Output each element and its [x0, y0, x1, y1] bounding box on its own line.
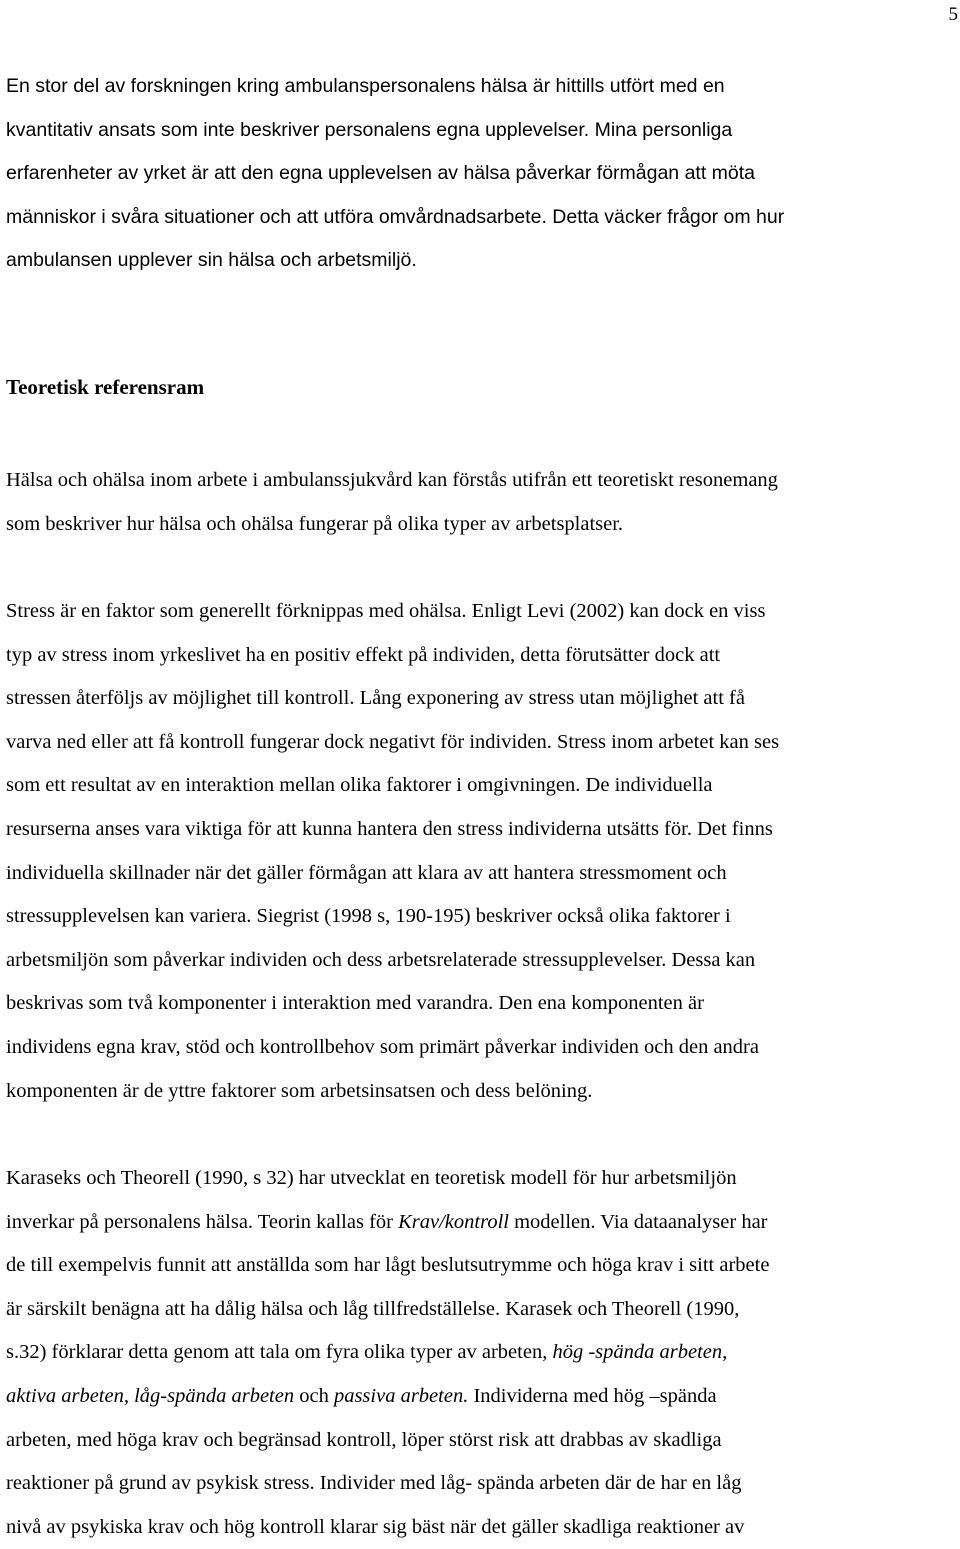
italic-term: aktiva arbeten, låg-spända arbeten — [6, 1384, 295, 1407]
paragraph-line: stressen återföljs av möjlighet till kontroll. Lång exponering av stress utan möjlighet att få — [6, 687, 745, 710]
text-run: Individerna med hög –spända — [468, 1384, 717, 1407]
paragraph-line: arbeten, med höga krav och begränsad kontroll, löper störst risk att drabbas av skadliga — [6, 1428, 722, 1451]
italic-term: hög -spända arbeten, — [552, 1341, 728, 1364]
paragraph-line: varva ned eller att få kontroll fungerar dock negativt för individen. Stress inom arbetet kan ses — [6, 730, 780, 753]
paragraph-line: nivå av psykiska krav och hög kontroll klarar sig bäst när det gäller skadliga reaktioner av — [6, 1515, 745, 1538]
paragraph-line: reaktioner på grund av psykisk stress. Individer med låg- spända arbeten där de har en låg — [6, 1472, 742, 1495]
paragraph-line — [6, 1201, 954, 1245]
paragraph-line: Hälsa och ohälsa inom arbete i ambulanssjukvård kan förstås utifrån ett teoretiskt resonemang — [6, 469, 778, 491]
paragraph-line: som ett resultat av en interaktion mellan olika faktorer i omgivningen. De individuella — [6, 774, 713, 797]
paragraph-line: resurserna anses vara viktiga för att kunna hantera den stress individerna utsätts för. Det finns — [6, 817, 773, 840]
text-run: och — [294, 1384, 334, 1407]
paragraph-line: de till exempelvis funnit att anställda som har lågt beslutsutrymme och höga krav i sitt arbete — [6, 1254, 770, 1277]
paragraph-line — [6, 1331, 954, 1375]
paragraph-health-work — [6, 459, 954, 546]
paragraph-karasek — [6, 1157, 954, 1549]
intro-paragraph — [6, 65, 954, 283]
text-run: s.32) förklarar detta genom att tala om fyra olika typer av arbeten, — [6, 1341, 553, 1364]
intro-line: ambulansen upplever sin hälsa och arbetsmiljö. — [6, 249, 417, 272]
paragraph-line: beskrivas som två komponenter i interaktion med varandra. Den ena komponenten är — [6, 992, 704, 1015]
intro-line: erfarenheter av yrket är att den egna upplevelsen av hälsa påverkar förmågan att möta — [6, 162, 756, 185]
italic-term: passiva arbeten. — [333, 1384, 469, 1407]
paragraph-line: Karaseks och Theorell (1990, s 32) har utvecklat en teoretisk modell för hur arbetsmiljön — [6, 1167, 737, 1189]
paragraph-line — [6, 1375, 954, 1419]
text-run: inverkar på personalens hälsa. Teorin kallas för — [6, 1210, 399, 1233]
paragraph-line: är särskilt benägna att ha dålig hälsa och låg tillfredställelse. Karasek och Theorell (1990, — [6, 1297, 740, 1320]
paragraph-line: som beskriver hur hälsa och ohälsa fungerar på olika typer av arbetsplatser. — [6, 512, 624, 535]
paragraph-line: individuella skillnader när det gäller förmågan att klara av att hantera stressmoment och — [6, 861, 727, 884]
intro-line: människor i svåra situationer och att utföra omvårdnadsarbete. Detta väcker frågor om hur — [6, 205, 785, 228]
intro-line: En stor del av forskningen kring ambulanspersonalens hälsa är hittills utfört med en — [6, 75, 725, 97]
paragraph-line: typ av stress inom yrkeslivet ha en positiv effekt på individen, detta förutsätter dock att — [6, 643, 721, 666]
italic-term: Krav/kontroll — [398, 1210, 509, 1233]
section-heading: Teoretisk referensram — [6, 375, 205, 399]
text-run: modellen. Via dataanalyser har — [508, 1210, 768, 1233]
intro-line: kvantitativ ansats som inte beskriver personalens egna upplevelser. Mina personliga — [6, 118, 733, 141]
paragraph-line: Stress är en faktor som generellt förknippas med ohälsa. Enligt Levi (2002) kan dock en viss — [6, 600, 766, 622]
paragraph-line: stressupplevelsen kan variera. Siegrist (1998 s, 190-195) beskriver också olika faktorer i — [6, 905, 731, 928]
paragraph-line: individens egna krav, stöd och kontrollbehov som primärt påverkar individen och den andra — [6, 1035, 759, 1058]
paragraph-stress — [6, 590, 954, 1113]
page-number: 5 — [948, 4, 958, 25]
paragraph-line: komponenten är de yttre faktorer som arbetsinsatsen och dess belöning. — [6, 1079, 593, 1102]
paragraph-line: arbetsmiljön som påverkar individen och dess arbetsrelaterade stressupplevelser. Dessa kan — [6, 948, 756, 971]
